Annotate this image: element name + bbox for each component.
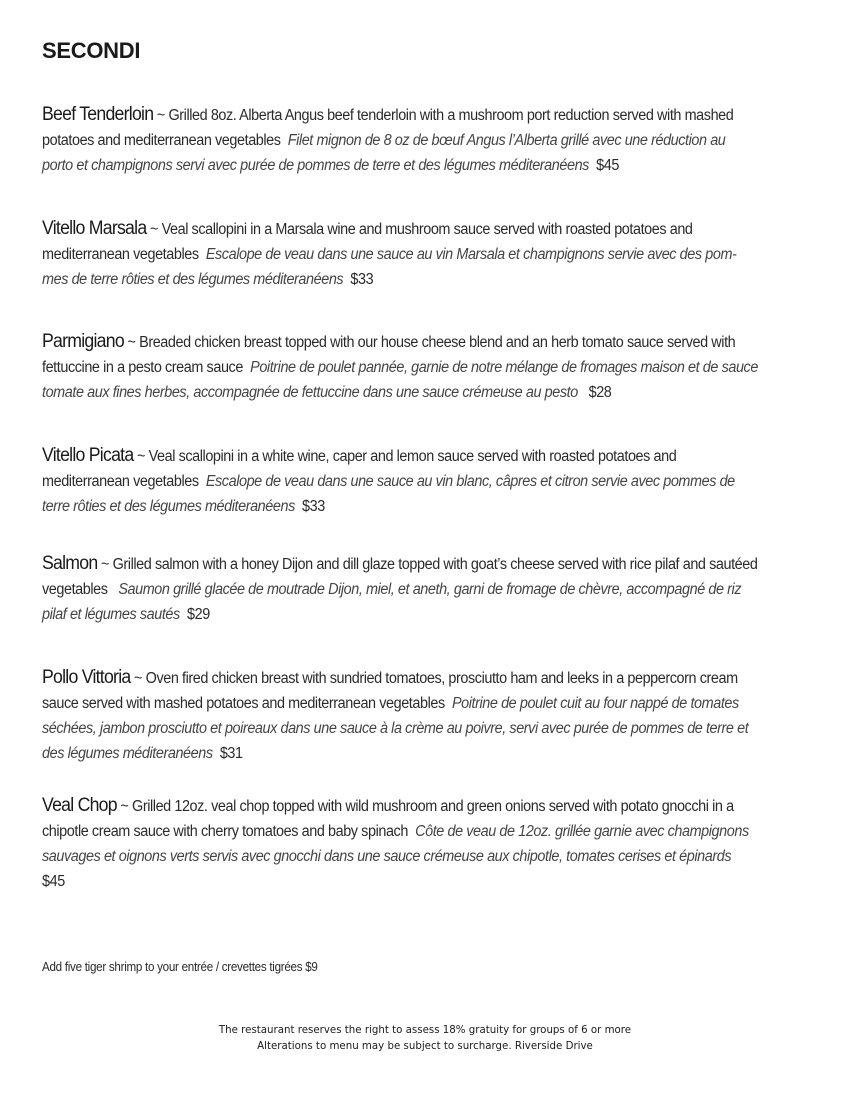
menu-item-parmigiano (42, 329, 758, 405)
item-price: $28 (588, 384, 612, 401)
item-description: Oven fired chicken breast with sundried tomatoes, prosciutto ham and leeks in a peppercorn cream sauce served with mashed potatoes and mediterranean vegetables (42, 670, 738, 712)
item-description: Veal scallopini in a white wine, caper and lemon sauce served with roasted potatoes and mediterranean vegetables (42, 448, 677, 490)
item-name: Vitello Marsala (42, 218, 147, 239)
item-description-french: Filet mignon de 8 oz de bœuf Angus l’Alberta grillé avec une réduction au porto et champignons servi avec purée de pommes de terre et des légumes méditeranéens (42, 132, 726, 174)
menu-item-vitello-picata (42, 443, 758, 519)
item-separator: ~ (153, 107, 169, 124)
item-description-french: Côte de veau de 12oz. grillée garnie avec champignons sauvages et oignons verts servis avec gnocchi dans une sauce crémeuse aux chipotle, tomates cerises et épinards (42, 823, 749, 865)
menu-item-salmon (42, 551, 758, 627)
item-separator: ~ (146, 221, 162, 238)
item-price: $33 (350, 271, 374, 288)
menu-item-vitello-marsala (42, 216, 758, 292)
item-name: Parmigiano (42, 331, 124, 352)
menu-item-veal-chop (42, 793, 758, 894)
item-description: Breaded chicken breast topped with our house cheese blend and an herb tomato sauce served with fettuccine in a pesto cream sauce (42, 334, 736, 376)
item-description: Grilled 12oz. veal chop topped with wild mushroom and green onions served with potato gnocchi in a chipotle cream sauce with cherry tomatoes and baby spinach (42, 798, 734, 840)
item-name: Veal Chop (42, 795, 117, 816)
item-description-french: Escalope de veau dans une sauce au vin Marsala et champignons servie avec des pom-mes de terre rôties et des légumes méditeranéens (42, 246, 737, 288)
item-separator: ~ (130, 670, 146, 687)
item-price: $45 (42, 873, 65, 890)
addon-note: Add five tiger shrimp to your entrée / crevettes tigrées $9 (42, 960, 318, 974)
item-separator: ~ (116, 798, 133, 815)
item-separator: ~ (133, 448, 149, 465)
footer-gratuity-note: The restaurant reserves the right to assess 18% gratuity for groups of 6 or more (218, 1023, 632, 1036)
item-description: Grilled salmon with a honey Dijon and dill glaze topped with goat’s cheese served with rice pilaf and sautéed vegetables (42, 556, 758, 598)
footer (30, 1022, 821, 1054)
menu-item-pollo-vittoria (42, 665, 758, 766)
item-name: Salmon (42, 553, 98, 574)
menu-item-beef-tenderloin (42, 102, 758, 178)
item-description-french: Poitrine de poulet pannée, garnie de notre mélange de fromages maison et de sauce tomate aux fines herbes, accompagnée de fettuccine dans une sauce crémeuse au pesto (42, 359, 758, 401)
section-title: SECONDI (42, 38, 141, 63)
item-name: Vitello Picata (42, 445, 134, 466)
item-name: Pollo Vittoria (42, 667, 131, 688)
item-description: Grilled 8oz. Alberta Angus beef tenderloin with a mushroom port reduction served with mashed potatoes and mediterranean vegetables (42, 107, 734, 149)
item-price: $31 (219, 745, 243, 762)
item-price: $29 (186, 606, 210, 623)
item-description: Veal scallopini in a Marsala wine and mushroom sauce served with roasted potatoes and mediterranean vegetables (42, 221, 693, 263)
item-description-french: Poitrine de poulet cuit au four nappé de tomates séchées, jambon prosciutto et poireaux dans une sauce à la crème au poivre, servi avec purée de pommes de terre et des légumes méditeranéens (42, 695, 749, 762)
footer-alterations-note: Alterations to menu may be subject to surcharge. Riverside Drive (257, 1039, 593, 1052)
item-separator: ~ (123, 334, 140, 351)
item-name: Beef Tenderloin (42, 104, 154, 125)
item-description-french: Saumon grillé glacée de moutrade Dijon, miel, et aneth, garni de fromage de chèvre, accompagné de riz pilaf et légumes sautés (42, 581, 742, 623)
item-description-french: Escalope de veau dans une sauce au vin blanc, câpres et citron servie avec pommes de terre rôties et des légumes méditeranéens (42, 473, 735, 515)
item-price: $33 (302, 498, 325, 515)
item-separator: ~ (97, 556, 113, 573)
item-price: $45 (596, 157, 619, 174)
